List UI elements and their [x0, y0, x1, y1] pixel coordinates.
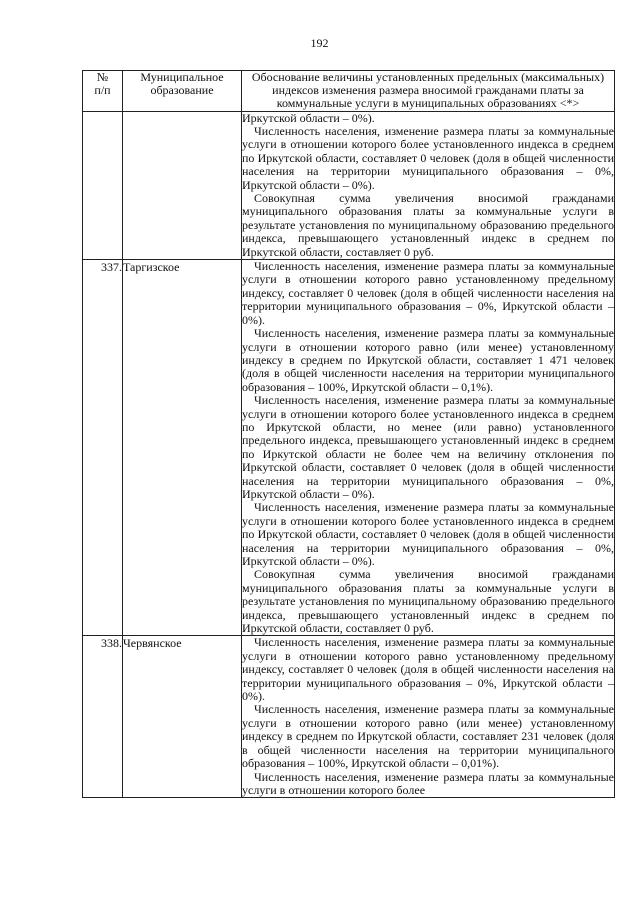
reason-paragraph: Численность населения, изменение размера платы за коммунальные услуги в отношении которого равно установленному предельному индексу, составляет 0 человек (доля в общей численности населения на территории муниципального образования – 0%, Иркутской области – 0%). — [242, 635, 614, 704]
reason-paragraph: Численность населения, изменение размера платы за коммунальные услуги в отношении которого равно (или менее) установленному индексу в среднем по Иркутской области, составляет 231 человек (доля в общей численности населения на территории муниципального образования – 100%, Иркутской области – 0,01%). — [242, 702, 614, 771]
row-municipality: Червянское — [123, 636, 242, 798]
municipal-index-table — [82, 70, 615, 798]
header-municipality-line1: Муниципальное — [140, 70, 224, 84]
header-reason: Обоснование величины установленных предельных (максимальных) индексов изменения размера вносимой гражданами платы за коммунальные услуги в муниципальных образованиях <*> — [242, 71, 615, 112]
header-number-line1: № — [96, 70, 109, 84]
row-number — [83, 111, 123, 259]
reason-paragraph: Численность населения, изменение размера платы за коммунальные услуги в отношении которого более установленного индекса в среднем по Иркутской области, составляет 0 человек (доля в общей численности населения на территории муниципального образования – 0%, Иркутской области – 0%). — [242, 500, 614, 569]
reason-paragraph: Численность населения, изменение размера платы за коммунальные услуги в отношении которого равно (или менее) установленному индексу в среднем по Иркутской области, составляет 1 471 человек (доля в общей численности населения на территории муниципального образования – 100%, Иркутской области – 0,1%). — [242, 326, 614, 394]
reason-paragraph: Численность населения, изменение размера платы за коммунальные услуги в отношении которого равно установленному предельному индексу, составляет 0 человек (доля в общей численности населения на территории муниципального образования – 0%, Иркутской области – 0%). — [242, 259, 614, 327]
header-municipality-line2: образование — [150, 83, 214, 98]
reason-paragraph: Совокупная сумма увеличения вносимой гражданами муниципального образования платы за коммунальные услуги в результате установления по муниципальному образованию предельного индекса, превышающего установленный индекс в среднем по Иркутской области, составляет 0 руб. — [242, 567, 614, 636]
reason-paragraph: Численность населения, изменение размера платы за коммунальные услуги в отношении которого более установленного индекса в среднем по Иркутской области, но менее (или равно) установленного предельного индекса, превышающего установленный индекс в среднем по Иркутской области не более чем на величину отклонения по Иркутской области, составляет 0 человек (доля в общей численности населения на территории муниципального образования – 0%, Иркутской области – 0%). — [242, 393, 614, 501]
page-number: 192 — [310, 36, 329, 50]
reason-paragraph: Совокупная сумма увеличения вносимой гражданами муниципального образования платы за коммунальные услуги в результате установления по муниципальному образованию предельного индекса, превышающего установленный индекс в среднем по Иркутской области, составляет 0 руб. — [242, 191, 614, 259]
row-number: 337. — [83, 260, 123, 636]
table-row-continuation — [83, 111, 615, 259]
header-number — [83, 71, 123, 112]
reason-paragraph: Численность населения, изменение размера платы за коммунальные услуги в отношении которого более — [242, 769, 614, 797]
table-row-338 — [83, 636, 615, 798]
row-municipality — [123, 111, 242, 259]
row-reason — [242, 636, 615, 798]
row-reason — [242, 111, 615, 259]
header-number-line2: п/п — [94, 83, 111, 98]
row-municipality: Таргизское — [123, 260, 242, 636]
reason-paragraph: Иркутской области – 0%). — [242, 110, 375, 125]
table-header-row — [83, 71, 615, 112]
row-number: 338. — [83, 636, 123, 798]
table-row-337 — [83, 260, 615, 636]
header-municipality — [123, 71, 242, 112]
row-reason — [242, 260, 615, 636]
reason-paragraph: Численность населения, изменение размера платы за коммунальные услуги в отношении которого более установленного индекса в среднем по Иркутской области, составляет 0 человек (доля в общей численности населения на территории муниципального образования – 0%, Иркутской области – 0%). — [242, 124, 614, 192]
